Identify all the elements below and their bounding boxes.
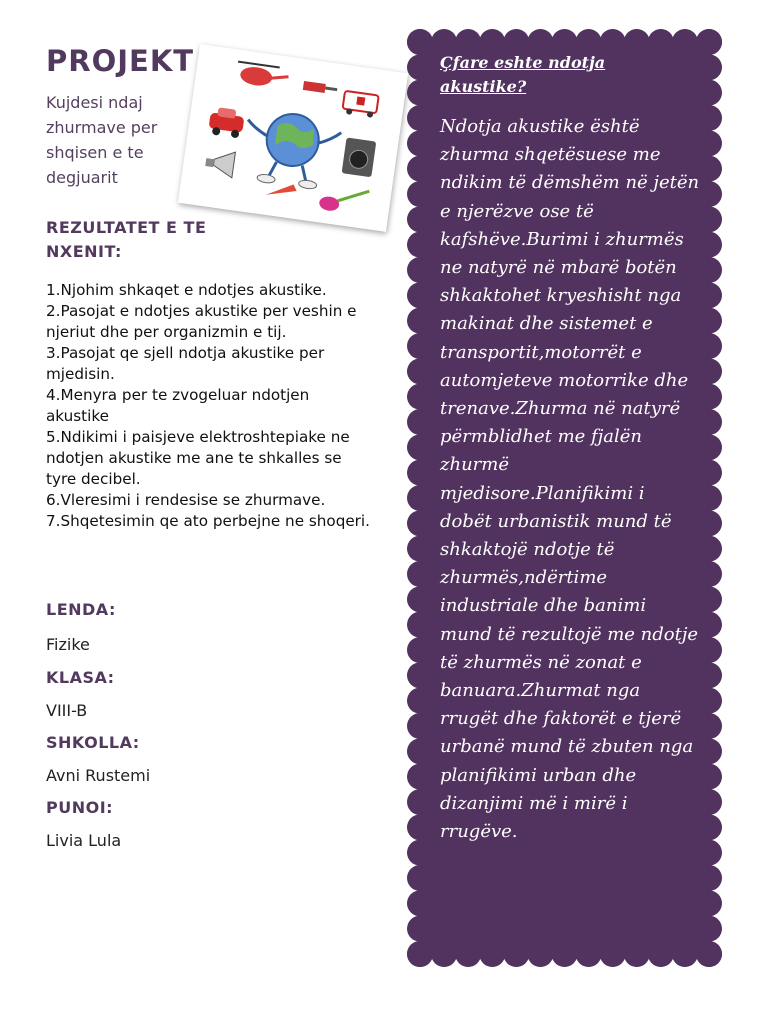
list-item: 1.Njohim shkaqet e ndotjes akustike. — [46, 281, 327, 299]
school-value: Avni Rustemi — [46, 766, 151, 785]
list-item: 3.Pasojat qe sjell ndotja akustike per mjedisin. — [46, 344, 325, 383]
panel-heading: Çfare eshte ndotja akustike? — [440, 53, 606, 96]
author-value: Livia Lula — [46, 831, 122, 850]
class-value: VIII-B — [46, 701, 88, 720]
subject-value: Fizike — [46, 635, 90, 654]
school-label: SHKOLLA: — [46, 733, 140, 752]
results-list — [46, 280, 376, 532]
project-subtitle: Kujdesi ndaj zhurmave per shqisen e te degjuarit — [46, 93, 158, 187]
list-item: 2.Pasojat e ndotjes akustike per veshin e njeriut dhe per organizmin e tij. — [46, 302, 357, 341]
noise-clipart-image — [178, 44, 408, 232]
list-item: 7.Shqetesimin qe ato perbejne ne shoqeri. — [46, 512, 370, 530]
class-label: KLASA: — [46, 668, 115, 687]
info-panel — [407, 29, 722, 967]
panel-body: Ndotja akustike është zhurma shqetësuese me ndikim të dëmshëm në jetën e njerëzve ose të kafshëve.Burimi i zhurmës ne natyrë në mbarë botën shkaktohet kryeshisht nga makinat dhe sistemet e transportit,motorrët e automjeteve motorrike dhe trenave.Zhurma në natyrë përmblidhet me fjalën zhurmë mjedisore.Planifikimi i dobët urbanistik mund të shkaktojë ndotje të zhurmës,ndërtime industriale dhe banimi mund të rezultojë me ndotje të zhurmës në zonat e banuara.Zhurmat nga rrugët dhe faktorët e tjerë urbanë mund të zbuten nga planifikimi urban dhe dizanjimi më i mirë i rrugëve. — [440, 116, 700, 843]
list-item: 4.Menyra per te zvogeluar ndotjen akustike — [46, 386, 310, 425]
author-label: PUNOI: — [46, 798, 114, 817]
list-item: 5.Ndikimi i paisjeve elektroshtepiake ne ndotjen akustike me ane te shkalles se tyre decibel. — [46, 428, 350, 488]
list-item: 6.Vleresimi i rendesise se zhurmave. — [46, 491, 326, 509]
page-title: PROJEKT — [46, 44, 195, 78]
results-heading: REZULTATET E TE NXENIT: — [46, 218, 207, 261]
subject-label: LENDA: — [46, 600, 116, 619]
